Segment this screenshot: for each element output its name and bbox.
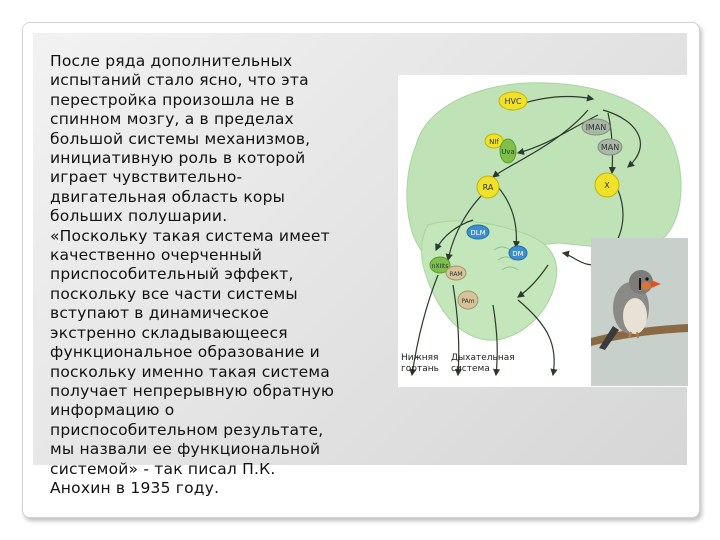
lman-label: lMAN	[585, 123, 607, 132]
text-line: играет чувствительно-	[50, 168, 243, 187]
nucleus-dm	[509, 246, 527, 260]
paragraph-2	[50, 227, 395, 499]
text-line: поскольку именно такая система	[50, 362, 330, 381]
text-line: поскольку все части системы	[50, 284, 298, 303]
text-line: «Поскольку такая система имеет	[50, 226, 330, 245]
nucleus-dlm	[467, 225, 489, 239]
caption-larynx-line1: Нижняя	[401, 353, 439, 363]
pam-label: PAm	[461, 298, 475, 305]
text-line: большой системы механизмов,	[50, 129, 311, 148]
ra-label: RA	[482, 183, 494, 192]
caption-respiratory-line1: Дыхательная	[451, 353, 515, 363]
nucleus-man	[598, 139, 622, 155]
text-line: информацию о	[50, 401, 175, 420]
text-line: мы назвали ее функциональной	[50, 440, 321, 459]
caption-larynx	[401, 353, 439, 375]
nucleus-ra	[477, 176, 499, 198]
zebra-finch-bird-icon	[591, 238, 688, 386]
ram-label: RAM	[449, 271, 463, 278]
text-line: приспособительном результате,	[50, 420, 324, 439]
text-line: экстренно складывающееся	[50, 323, 288, 342]
text-line: Анохин в 1935 году.	[50, 478, 220, 497]
caption-larynx-line2: гортань	[401, 364, 439, 374]
text-line: перестройка произошла не в	[50, 90, 295, 109]
nucleus-pam	[458, 291, 478, 309]
nucleus-lman	[582, 119, 610, 135]
paragraph-1	[50, 52, 395, 227]
uva-label: Uva	[501, 148, 515, 156]
slide-text	[50, 52, 395, 498]
text-line: испытаний стало ясно, что эта	[50, 71, 309, 90]
caption-respiratory	[451, 353, 515, 375]
text-line: получает непрерывную обратную	[50, 381, 335, 400]
text-line: инициативную роль в которой	[50, 149, 306, 168]
nxits-label: nXIIts	[431, 263, 449, 270]
text-line: двигательная область коры	[50, 187, 286, 206]
x-label: X	[604, 181, 610, 190]
nucleus-hvc	[499, 92, 527, 110]
text-line: приспособительный эффект,	[50, 265, 294, 284]
text-line: спинном мозгу, а в пределах	[50, 110, 294, 129]
dlm-label: DLM	[470, 229, 486, 237]
nif-label: NIf	[489, 138, 499, 146]
text-line: После ряда дополнительных	[50, 52, 293, 70]
text-line: вступают в динамическое	[50, 304, 269, 323]
text-line: системой» - так писал П.К.	[50, 459, 276, 478]
nucleus-x	[595, 173, 619, 197]
bird-photo	[591, 238, 688, 386]
text-line: качественно очерченный	[50, 246, 263, 265]
dm-label: DM	[512, 250, 524, 258]
man-label: MAN	[600, 143, 620, 152]
nucleus-ram	[446, 266, 466, 280]
text-line: функциональное образование и	[50, 343, 320, 362]
hvc-label: HVC	[504, 97, 522, 106]
text-line: больших полушарии.	[50, 207, 228, 226]
nucleus-uva	[500, 139, 516, 163]
caption-respiratory-line2: система	[451, 364, 490, 374]
